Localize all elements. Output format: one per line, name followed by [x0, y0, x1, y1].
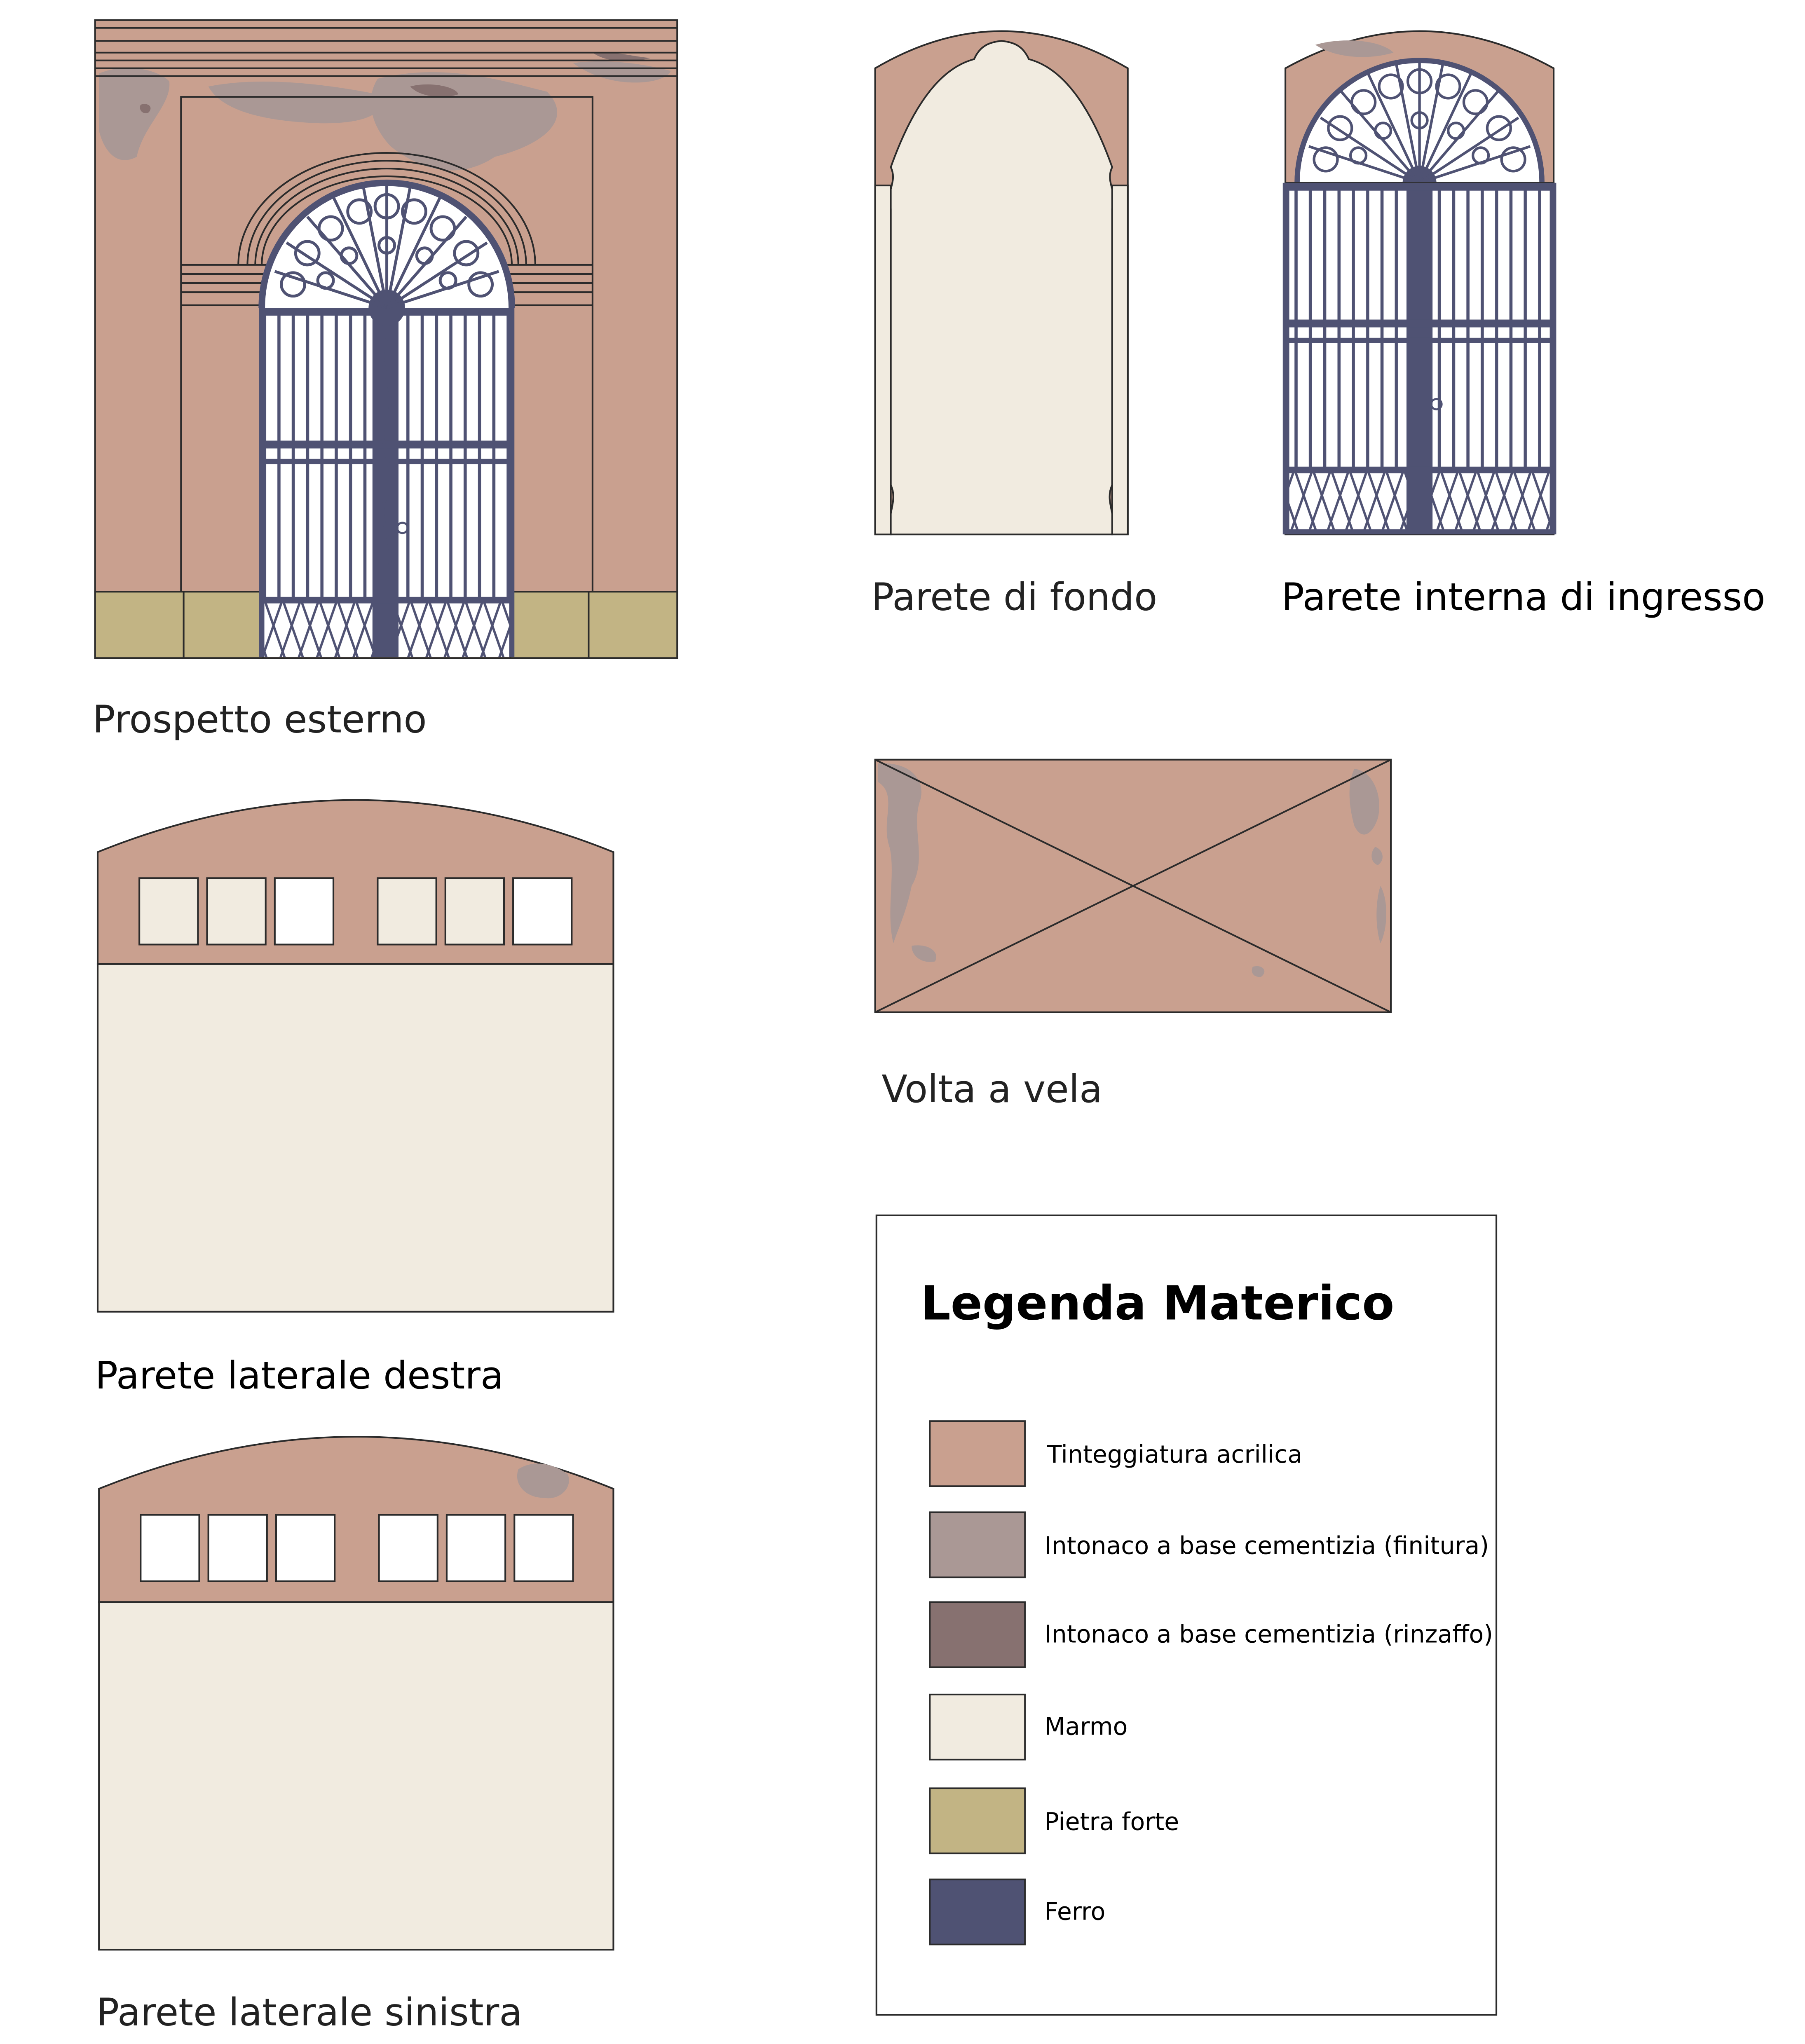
legend-swatch-marmo	[930, 1695, 1025, 1760]
parete-di-fondo-drawing	[875, 31, 1128, 534]
legend-label-ferro: Ferro	[1044, 1897, 1106, 1926]
caption-parete-interna-ingresso: Parete interna di ingresso	[1281, 575, 1765, 619]
legend-label-tinteggiatura: Tinteggiatura acrilica	[1047, 1440, 1303, 1469]
prospetto-esterno-drawing	[95, 20, 677, 658]
caption-parete-laterale-destra: Parete laterale destra	[95, 1353, 504, 1398]
legend-swatch-tinteggiatura	[930, 1421, 1025, 1486]
parete-interna-ingresso-drawing	[1283, 31, 1557, 534]
parete-laterale-sinistra-drawing	[99, 1437, 613, 1950]
caption-prospetto-esterno: Prospetto esterno	[92, 697, 427, 742]
volta-a-vela-drawing	[875, 760, 1391, 1012]
legend-label-marmo: Marmo	[1044, 1712, 1128, 1741]
legend-panel	[877, 1215, 1496, 2015]
legend-swatch-intonaco-finitura	[930, 1512, 1025, 1577]
caption-parete-laterale-sinistra: Parete laterale sinistra	[96, 1990, 523, 2035]
legend-swatch-intonaco-rinzaffo	[930, 1602, 1025, 1667]
legend-label-pietra-forte: Pietra forte	[1044, 1808, 1179, 1836]
legend-label-intonaco-rinzaffo: Intonaco a base cementizia (rinzaffo)	[1044, 1620, 1493, 1648]
iron-gate	[259, 183, 514, 657]
legend-swatch-pietra-forte	[930, 1788, 1025, 1853]
legend-label-intonaco-finitura: Intonaco a base cementizia (finitura)	[1044, 1531, 1489, 1560]
caption-volta-a-vela: Volta a vela	[881, 1067, 1103, 1111]
caption-parete-di-fondo: Parete di fondo	[871, 575, 1158, 619]
legend-swatch-ferro	[930, 1879, 1025, 1944]
legend-title: Legenda Materico	[921, 1276, 1395, 1331]
parete-laterale-destra-drawing	[98, 800, 613, 1312]
